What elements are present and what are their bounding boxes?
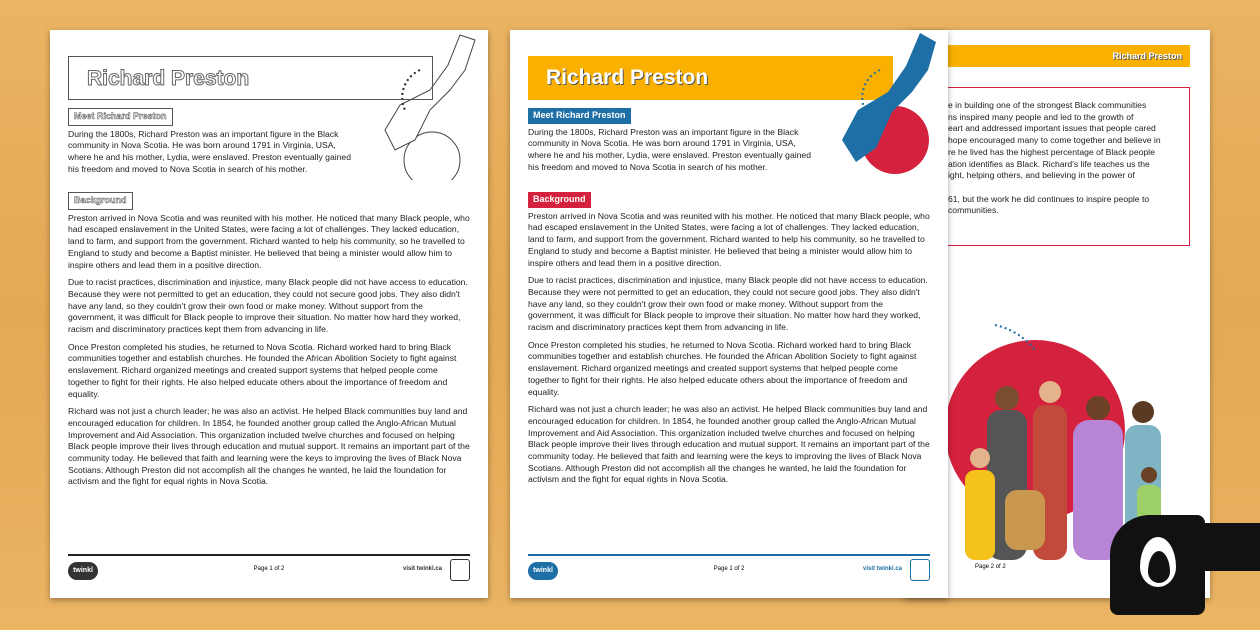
visit-link[interactable]: visit twinkl.ca: [862, 566, 902, 572]
meet-section: [528, 108, 818, 180]
quality-badge-icon: [450, 559, 470, 581]
page-number: Page 1 of 2: [253, 566, 285, 572]
meet-heading: Meet Richard Preston: [528, 108, 631, 124]
paragraph: Richard was not just a church leader; he was also an activist. He helped Black communities buy land and encouraged education for children. In 1854, he founded another group called the Anglo-African Mutual Improvement and Aid Association. This organization included twelve churches and focused on helping Black people improve their lives through education and mutual support. It remains an important part of the community today. He believed that faith and learning were the keys to improving the lives of Black Nova Scotians. Although Preston did not accomplish all the changes he wanted, he laid the foundation for activism and the fight for equal rights in Nova Scotia.: [528, 404, 930, 485]
text-line: re he lived has the highest percentage of Black people: [948, 146, 1155, 157]
page-preview-colour: [510, 30, 948, 598]
nova-scotia-map: [820, 30, 948, 180]
background-heading: Background: [68, 192, 133, 210]
text-line: ight, helping others, and believing in the power of: [948, 170, 1135, 181]
summary-box: [935, 87, 1190, 246]
ink-drop-icon: [1110, 515, 1260, 625]
page-footer: [68, 554, 470, 594]
quality-badge-icon: [910, 559, 930, 581]
page-title: Richard Preston: [68, 56, 433, 100]
background-section: [68, 192, 470, 494]
paragraph: Due to racist practices, discrimination and injustice, many Black people did not have access to education. Because they were not permitted to get an education, they could not secure good jobs. They also didn't have any land, so they couldn't grow their own food or make money. Without support from the government, it was difficult for Black people to improve their situation. No matter how hard they worked, racism and discriminatory practices kept them from advancing in life.: [528, 275, 928, 333]
visit-link[interactable]: visit twinkl.ca: [402, 566, 442, 572]
nova-scotia-map-outline: [360, 30, 488, 180]
text-line: ation identifies as Black. Richard's life teaches us the: [948, 158, 1150, 169]
page-2-header: Richard Preston: [945, 45, 1190, 67]
page-number: Page 2 of 2: [975, 564, 1006, 570]
text-line: ns inspired many people and led to the growth of: [948, 111, 1134, 122]
text-line: e in building one of the strongest Black communities: [948, 100, 1147, 110]
text-line: eart and addressed important issues that people cared: [948, 123, 1156, 134]
twinkl-logo: twinkl: [68, 562, 98, 580]
twinkl-logo: twinkl: [528, 562, 558, 580]
page-title: Richard Preston: [528, 56, 893, 100]
page-preview-greyscale: [50, 30, 488, 598]
paragraph: Due to racist practices, discrimination and injustice, many Black people did not have access to education. Because they were not permitted to get an education, they could not secure good jobs. They also didn't have any land, so they couldn't grow their own food or make money. Without support from the government, it was difficult for Black people to improve their situation. No matter how hard they worked, racism and discriminatory practices kept them from advancing in life.: [68, 277, 468, 335]
text-line: 61, but the work he did continues to inspire people to: [948, 193, 1150, 204]
page-preview-page-2: [905, 30, 1210, 598]
page-number: Page 1 of 2: [713, 566, 745, 572]
meet-section: [68, 108, 358, 182]
page-footer: [528, 554, 930, 594]
paragraph: Once Preston completed his studies, he returned to Nova Scotia. Richard worked hard to bring Black communities together and establish churches. He founded the African Abolition Society to fight against enslavement. Richard organized meetings and created support systems that helped people come together to fight for their rights. He also helped educate others about the importance of freedom and equality.: [68, 341, 457, 399]
paragraph: Richard was not just a church leader; he was also an activist. He helped Black communities buy land and encouraged education for children. In 1854, he founded another group called the Anglo-African Mutual Improvement and Aid Association. This organization included twelve churches and focused on helping Black people improve their lives through education and mutual support. It remains an important part of the community today. He believed that faith and learning were the keys to improving the lives of Black Nova Scotians. Although Preston did not accomplish all the changes he wanted, he laid the foundation for activism and the fight for equal rights in Nova Scotia.: [68, 406, 470, 487]
paragraph: Preston arrived in Nova Scotia and was reunited with his mother. He noticed that many Black people, who had escaped enslavement in the United States, were facing a lot of challenges. They lacked education, land to farm, and support from the government. Richard wanted to help his community, so he travelled to England to study and become a Baptist minister. He believed that being a minister would allow him to inspire others and lead them in a positive direction.: [528, 210, 930, 268]
meet-heading: Meet Richard Preston: [68, 108, 173, 126]
background-section: [528, 192, 930, 492]
text-line: hope encouraged many to come together and believe in: [948, 135, 1161, 146]
meet-text: During the 1800s, Richard Preston was an important figure in the Black community in Nova Scotia. He was born around 1791 in Virginia, USA, where he and his mother, Lydia, were enslaved. Preston eventually gained his freedom and moved to Nova Scotia in search of his mother.: [528, 126, 811, 172]
background-heading: Background: [528, 192, 591, 208]
meet-text: During the 1800s, Richard Preston was an important figure in the Black community in Nova Scotia. He was born around 1791 in Virginia, USA, where he and his mother, Lydia, were enslaved. Preston eventually gained his freedom and moved to Nova Scotia in search of his mother.: [68, 128, 351, 174]
paragraph: Preston arrived in Nova Scotia and was reunited with his mother. He noticed that many Black people, who had escaped enslavement in the United States, were facing a lot of challenges. They lacked education, land to farm, and support from the government. Richard wanted to help his community, so he travelled to England to study and become a Baptist minister. He believed that being a minister would allow him to inspire others and lead them in a positive direction.: [68, 212, 470, 270]
paragraph: Once Preston completed his studies, he returned to Nova Scotia. Richard worked hard to bring Black communities together and establish churches. He founded the African Abolition Society to fight against enslavement. Richard organized meetings and created support systems that helped people come together to fight for their rights. He also helped educate others about the importance of freedom and equality.: [528, 339, 917, 397]
text-line: communities.: [948, 205, 999, 216]
